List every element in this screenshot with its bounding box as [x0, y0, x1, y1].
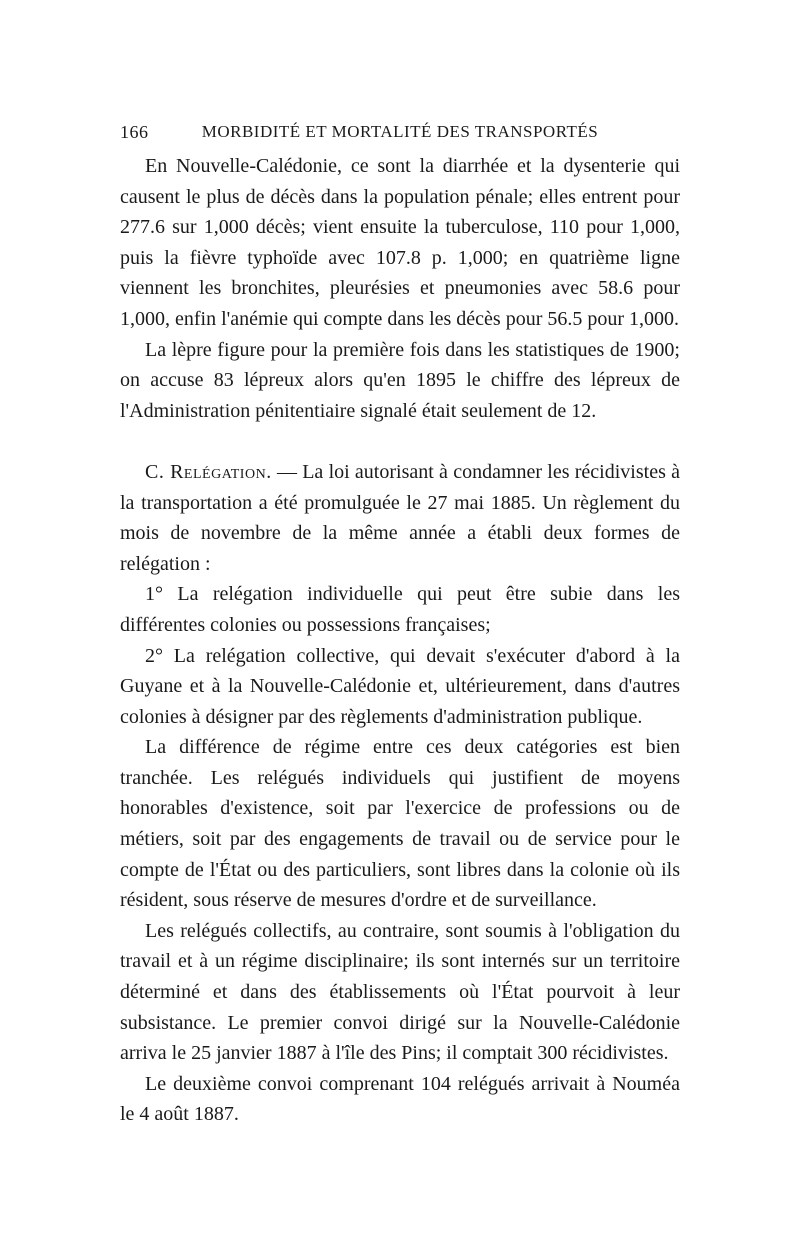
running-head: MORBIDITÉ ET MORTALITÉ DES TRANSPORTÉS — [201, 122, 599, 141]
paragraph-regime-difference: La différence de régime entre ces deux catégories est bien tranchée. Les relégués individuels qui justifient de moyens honorables d'existence, soit par l'exercice de professions ou de métiers, soit par des engagements de travail ou de service pour le compte de l'État ou des particuliers, sont libres dans la colonie où ils résident, sous réserve de mesures d'ordre et de surveillance. — [120, 736, 680, 912]
paragraph-individual-relegation: 1° La relégation individuelle qui peut être subie dans les différentes colonies ou possessions françaises; — [120, 583, 680, 636]
page-header — [120, 120, 680, 144]
paragraph-collective-relegation: 2° La relégation collective, qui devait s'exécuter d'abord à la Guyane et à la Nouvelle-Calédonie et, ultérieurement, dans d'autres colonies à désigner par des règlements d'administration publique. — [120, 644, 680, 728]
paragraph-relegation-text: — La loi autorisant à condamner les récidivistes à la transportation a été promulguée le 27 mai 1885. Un règlement du mois de novembre de la même année a établi deux formes de relégation : — [120, 460, 680, 575]
page-number: 166 — [120, 122, 149, 142]
paragraph-collective-relegues: Les relégués collectifs, au contraire, sont soumis à l'obligation du travail et à un régime disciplinaire; ils sont internés sur un territoire déterminé et dans des établissements où l'État pourvoit à leur subsistance. Le premier convoi dirigé sur la Nouvelle-Calédonie arriva le 25 janvier 1887 à l'île des Pins; il comptait 300 récidivistes. — [120, 919, 680, 1065]
paragraph-second-convoy: Le deuxième convoi comprenant 104 relégués arrivait à Nouméa le 4 août 1887. — [120, 1072, 680, 1126]
paragraph-relegation-intro — [120, 457, 680, 579]
body-text — [120, 151, 680, 1130]
paragraph-leprosy: La lèpre figure pour la première fois dans les statistiques de 1900; on accuse 83 lépreux alors qu'en 1895 le chiffre des lépreux de l'Administration pénitentiaire signalé était seulement de 12. — [120, 338, 680, 422]
section-heading-relegation: C. Relégation. — [145, 460, 272, 483]
paragraph-mortality-causes: En Nouvelle-Calédonie, ce sont la diarrhée et la dysenterie qui causent le plus de décès dans la population pénale; elles entrent pour 277.6 sur 1,000 décès; vient ensuite la tuberculose, 110 pour 1,000, puis la fièvre typhoïde avec 107.8 p. 1,000; en quatrième ligne viennent les bronchites, pleurésies et pneumonies avec 58.6 pour 1,000, enfin l'anémie qui compte dans les décès pour 56.5 pour 1,000. — [120, 155, 680, 330]
